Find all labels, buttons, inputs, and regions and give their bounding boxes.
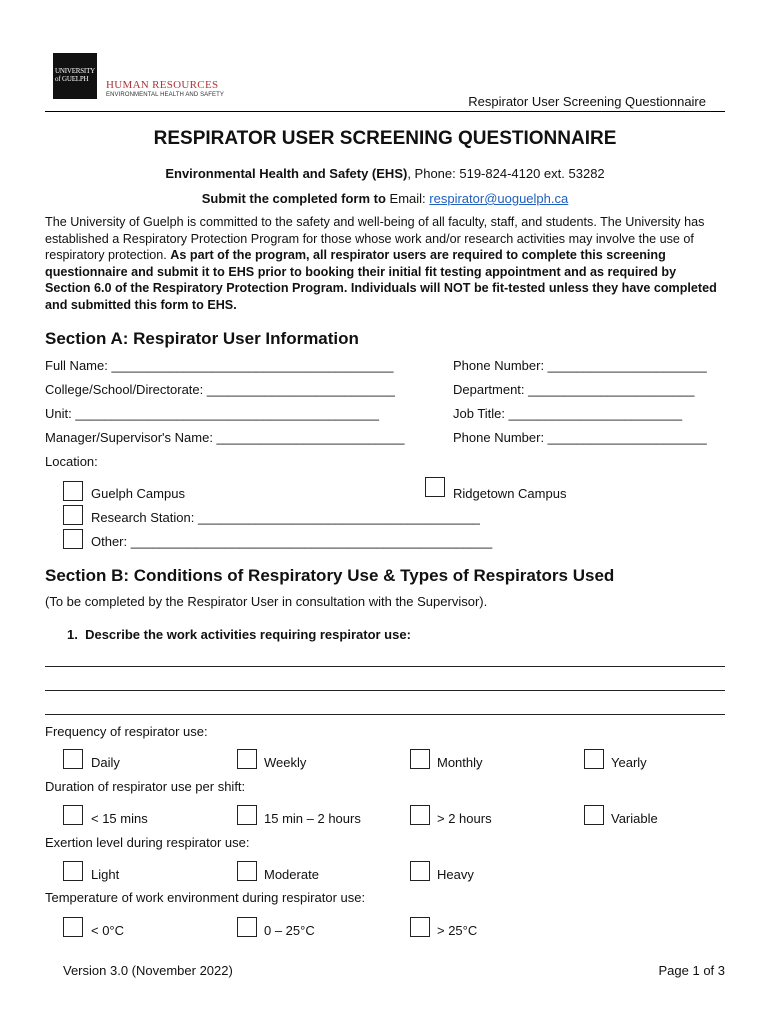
footer-version: Version 3.0 (November 2022)	[63, 963, 233, 978]
contact-phone: , Phone: 519-824-4120 ext. 53282	[407, 166, 605, 181]
temp-below-0-label: < 0°C	[91, 923, 125, 938]
exertion-light-checkbox[interactable]	[63, 861, 83, 881]
duration-lt15-checkbox[interactable]	[63, 805, 83, 825]
ridgetown-campus-checkbox[interactable]	[425, 477, 445, 497]
question-1-number: 1.	[67, 627, 78, 642]
exertion-heavy-label: Heavy	[437, 867, 474, 882]
duration-gt2h-label: > 2 hours	[437, 811, 492, 826]
frequency-yearly-checkbox[interactable]	[584, 749, 604, 769]
submit-line	[0, 191, 770, 206]
logo-text: UNIVERSITY of GUELPH	[55, 67, 95, 83]
temp-above-25-checkbox[interactable]	[410, 917, 430, 937]
ridgetown-campus-label: Ridgetown Campus	[453, 486, 567, 501]
manager-phone-field[interactable]: Phone Number: ______________________	[453, 430, 707, 445]
footer-page-number: Page 1 of 3	[658, 963, 725, 978]
phone-number-field[interactable]: Phone Number: ______________________	[453, 358, 707, 373]
university-logo	[53, 53, 97, 99]
duration-gt2h-checkbox[interactable]	[410, 805, 430, 825]
frequency-monthly-checkbox[interactable]	[410, 749, 430, 769]
temperature-label: Temperature of work environment during respirator use:	[45, 890, 366, 905]
frequency-yearly-label: Yearly	[611, 755, 647, 770]
submit-prefix: Submit the completed form to	[201, 191, 386, 206]
header-divider	[45, 111, 725, 112]
email-label: Email:	[385, 191, 430, 206]
other-location-field[interactable]: Other: __________________________________________________	[91, 534, 493, 549]
section-a-heading: Section A: Respirator User Information	[45, 329, 359, 348]
temp-0-25-label: 0 – 25°C	[264, 923, 315, 938]
frequency-daily-checkbox[interactable]	[63, 749, 83, 769]
hr-subtitle: ENVIRONMENTAL HEALTH AND SAFETY	[106, 92, 225, 98]
department-field[interactable]: Department: _______________________	[453, 382, 695, 397]
exertion-light-label: Light	[91, 867, 120, 882]
question-1-text: Describe the work activities requiring respirator use:	[85, 627, 411, 642]
answer-line-3[interactable]	[45, 714, 725, 715]
college-field[interactable]: College/School/Directorate: __________________________	[45, 382, 395, 397]
email-link[interactable]: respirator@uoguelph.ca	[429, 191, 569, 206]
question-1	[67, 627, 411, 642]
full-name-field[interactable]: Full Name: _______________________________________	[45, 358, 394, 373]
temp-0-25-checkbox[interactable]	[237, 917, 257, 937]
frequency-weekly-label: Weekly	[264, 755, 307, 770]
exertion-moderate-checkbox[interactable]	[237, 861, 257, 881]
temp-below-0-checkbox[interactable]	[63, 917, 83, 937]
guelph-campus-label: Guelph Campus	[91, 486, 185, 501]
intro-bold: As part of the program, all respirator users are required to complete this screening questionnaire and submit it to EHS prior to booking their initial fit testing appointment and as required by Section 6.0 of the Respiratory Protection Program. Individuals will NOT be fit-tested unless they have completed and submitted this form to EHS.	[45, 248, 717, 312]
duration-variable-checkbox[interactable]	[584, 805, 604, 825]
frequency-daily-label: Daily	[91, 755, 120, 770]
duration-label: Duration of respirator use per shift:	[45, 779, 246, 794]
section-b-heading: Section B: Conditions of Respiratory Use & Types of Respirators Used	[45, 566, 615, 585]
exertion-heavy-checkbox[interactable]	[410, 861, 430, 881]
unit-field[interactable]: Unit: __________________________________________	[45, 406, 380, 421]
frequency-weekly-checkbox[interactable]	[237, 749, 257, 769]
frequency-label: Frequency of respirator use:	[45, 724, 208, 739]
section-b-note: (To be completed by the Respirator User in consultation with the Supervisor).	[45, 594, 488, 609]
answer-line-1[interactable]	[45, 666, 725, 667]
temp-above-25-label: > 25°C	[437, 923, 478, 938]
job-title-field[interactable]: Job Title: ________________________	[453, 406, 683, 421]
research-station-field[interactable]: Research Station: _______________________________________	[91, 510, 480, 525]
page-title: RESPIRATOR USER SCREENING QUESTIONNAIRE	[153, 128, 617, 149]
exertion-moderate-label: Moderate	[264, 867, 319, 882]
duration-variable-label: Variable	[611, 811, 658, 826]
duration-15min-2h-checkbox[interactable]	[237, 805, 257, 825]
guelph-campus-checkbox[interactable]	[63, 481, 83, 501]
other-location-checkbox[interactable]	[63, 529, 83, 549]
hr-title: HUMAN RESOURCES	[106, 79, 219, 91]
duration-15min-2h-label: 15 min – 2 hours	[264, 811, 361, 826]
contact-line	[0, 166, 770, 181]
location-label: Location:	[45, 454, 98, 469]
exertion-label: Exertion level during respirator use:	[45, 835, 250, 850]
manager-name-field[interactable]: Manager/Supervisor's Name: __________________________	[45, 430, 405, 445]
intro-paragraph	[45, 214, 725, 313]
duration-lt15-label: < 15 mins	[91, 811, 148, 826]
research-station-checkbox[interactable]	[63, 505, 83, 525]
intro-plain: The University of Guelph is committed to the safety and well-being of all faculty, staff, and students. The University has established a Respiratory Protection Program for those whose work and/or research activities may involve the use of respiratory protection.	[45, 215, 705, 262]
answer-line-2[interactable]	[45, 690, 725, 691]
header-doc-label: Respirator User Screening Questionnaire	[468, 94, 706, 109]
frequency-monthly-label: Monthly	[437, 755, 483, 770]
contact-org: Environmental Health and Safety (EHS)	[165, 166, 408, 181]
